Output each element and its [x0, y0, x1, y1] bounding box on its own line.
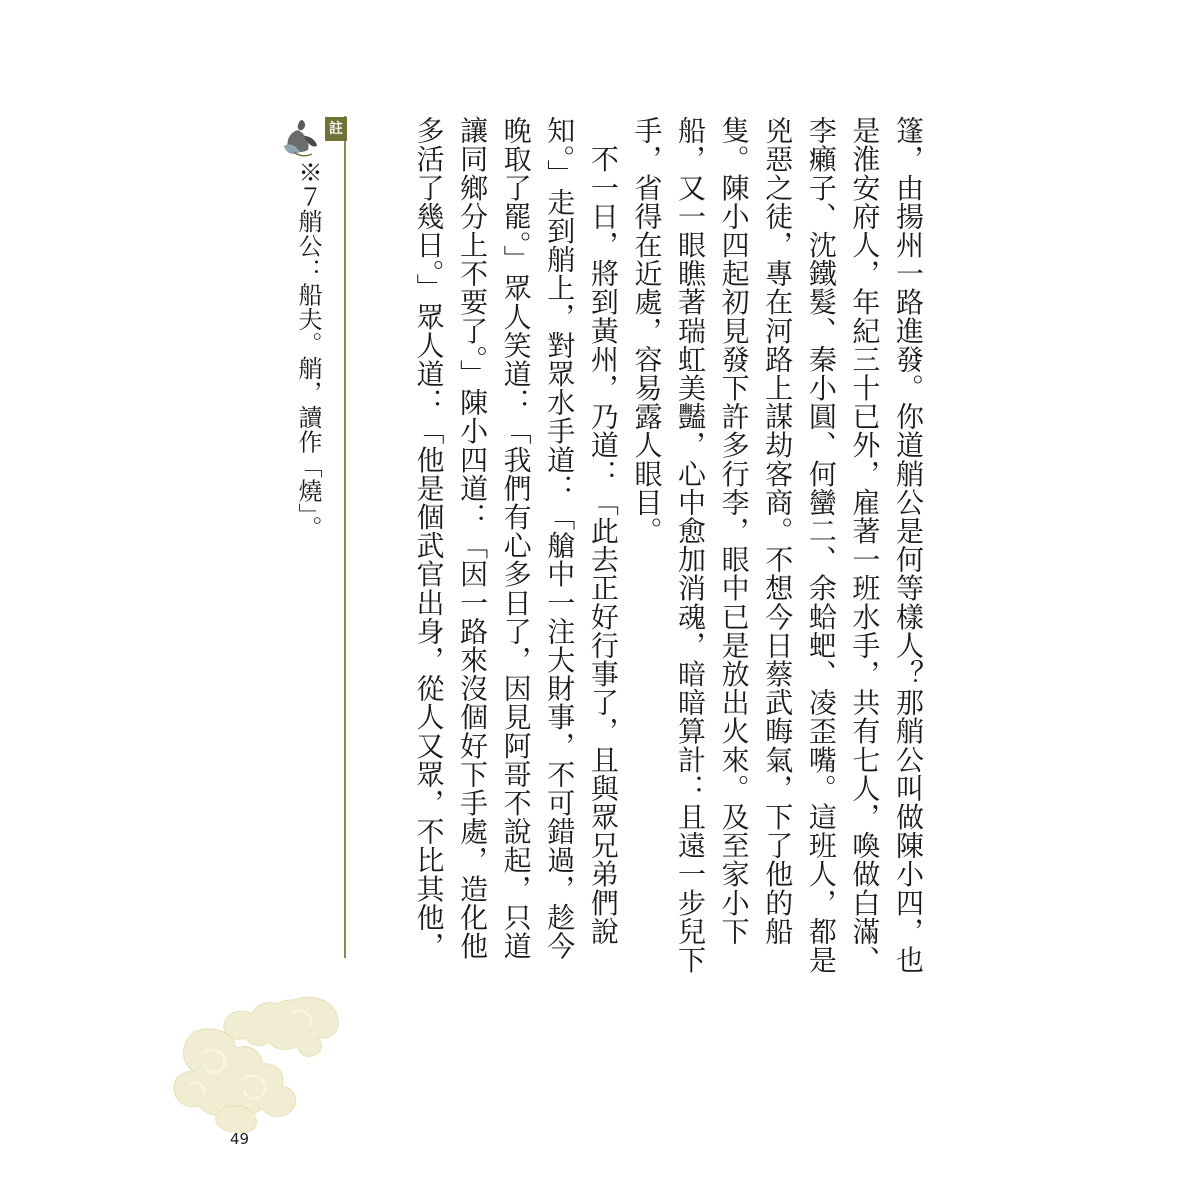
- paragraph: 不一日，將到黃州，乃道：「此去正好行事了，且與眾兄弟們說知。」走到艄上，對眾水手道：「艙中一注大財事，不可錯過，趁今晚取了罷。」眾人笑道：「我們有心多日了，因見阿哥不說起，只道讓同鄉分上不要了。」陳小四道：「因一路來沒個好下手處，造化他多活了幾日。」眾人道：「他是個武官出身，從人又眾，不比其他，: [412, 116, 620, 960]
- main-text-column: [410, 116, 930, 976]
- figure-emblem-icon: [280, 116, 320, 158]
- paragraph: 篷，由揚州一路進發。你道艄公是何等樣人？那艄公叫做陳小四，也是淮安府人，年紀三十已外，雇著一班水手，共有七人，喚做白滿、李癩子、沈鐵髮、秦小圓、何蠻二、余蛤蚆、凌歪嘴。這班人，都是兇惡之徒，專在河路上謀劫客商。不想今日蔡武晦氣，下了他的船隻。陳小四起初見發下許多行李，眼中已是放出火來。及至家小下船，又一眼瞧著瑞虹美豔，心中愈加消魂，暗暗算計：且遠一步兒下手，省得在近處，容易露人眼目。: [630, 116, 925, 974]
- cloud-ornament-icon: [164, 992, 342, 1134]
- page-number: 49: [230, 1130, 250, 1148]
- note-label: 註: [325, 117, 347, 141]
- footnote-text: ※７艄公：船夫。艄，讀作「燒」。: [294, 160, 322, 540]
- footnote-divider: [344, 116, 346, 958]
